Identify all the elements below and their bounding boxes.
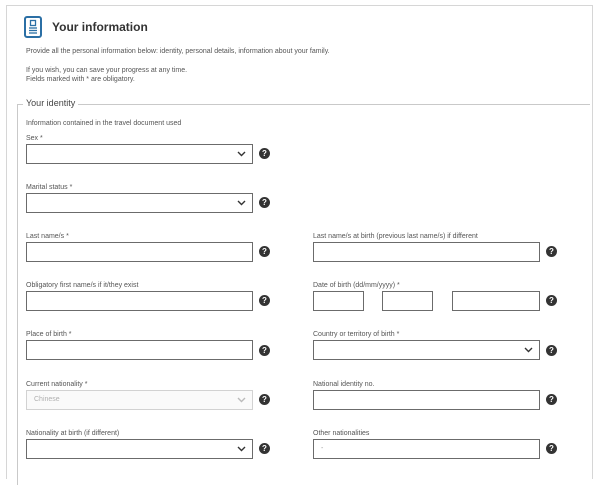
last-names-at-birth-label: Last name/s at birth (previous last name/s) if different [313,233,478,240]
help-icon[interactable]: ? [259,148,270,159]
help-icon[interactable]: ? [546,246,557,257]
other-nationalities-value: - [321,445,324,452]
first-names-input[interactable] [26,291,253,311]
last-names-at-birth-input[interactable] [313,242,540,262]
help-icon[interactable]: ? [259,295,270,306]
help-icon[interactable]: ? [546,394,557,405]
help-icon[interactable]: ? [546,295,557,306]
save-note: If you wish, you can save your progress at any time. [26,67,188,74]
section-header [24,14,148,40]
help-icon[interactable]: ? [259,345,270,356]
country-of-birth-select[interactable] [313,340,540,360]
chevron-down-icon [237,397,246,403]
help-icon[interactable]: ? [259,394,270,405]
travel-document-note: Information contained in the travel document used [26,120,182,127]
obligatory-note: Fields marked with * are obligatory. [26,76,135,83]
current-nationality-select[interactable] [26,390,253,410]
dob-day-input[interactable] [313,291,364,311]
dob-month-input[interactable] [382,291,433,311]
page-title: Your information [52,20,148,34]
help-icon[interactable]: ? [259,197,270,208]
passport-icon [24,16,42,38]
chevron-down-icon [237,151,246,157]
chevron-down-icon [524,347,533,353]
national-id-input[interactable] [313,390,540,410]
chevron-down-icon [237,200,246,206]
chevron-down-icon [237,446,246,452]
last-names-label: Last name/s * [26,233,69,240]
identity-legend: Your identity [23,98,78,108]
place-of-birth-label: Place of birth * [26,331,72,338]
sex-select[interactable] [26,144,253,164]
help-icon[interactable]: ? [546,345,557,356]
national-id-label: National identity no. [313,381,375,388]
current-nationality-value: Chinese [34,396,60,403]
marital-status-select[interactable] [26,193,253,213]
intro-text: Provide all the personal information below: identity, personal details, information about your family. [26,48,330,55]
other-nationalities-label: Other nationalities [313,430,370,437]
help-icon[interactable]: ? [546,443,557,454]
place-of-birth-input[interactable] [26,340,253,360]
date-of-birth-label: Date of birth (dd/mm/yyyy) * [313,282,400,289]
nationality-at-birth-label: Nationality at birth (if different) [26,430,120,437]
dob-year-input[interactable] [452,291,540,311]
current-nationality-label: Current nationality * [26,381,88,388]
sex-label: Sex * [26,135,43,142]
other-nationalities-input[interactable] [313,439,540,459]
marital-status-label: Marital status * [26,184,73,191]
help-icon[interactable]: ? [259,443,270,454]
last-names-input[interactable] [26,242,253,262]
first-names-label: Obligatory first name/s if it/they exist [26,282,139,289]
help-icon[interactable]: ? [259,246,270,257]
nationality-at-birth-select[interactable] [26,439,253,459]
country-of-birth-label: Country or territory of birth * [313,331,400,338]
